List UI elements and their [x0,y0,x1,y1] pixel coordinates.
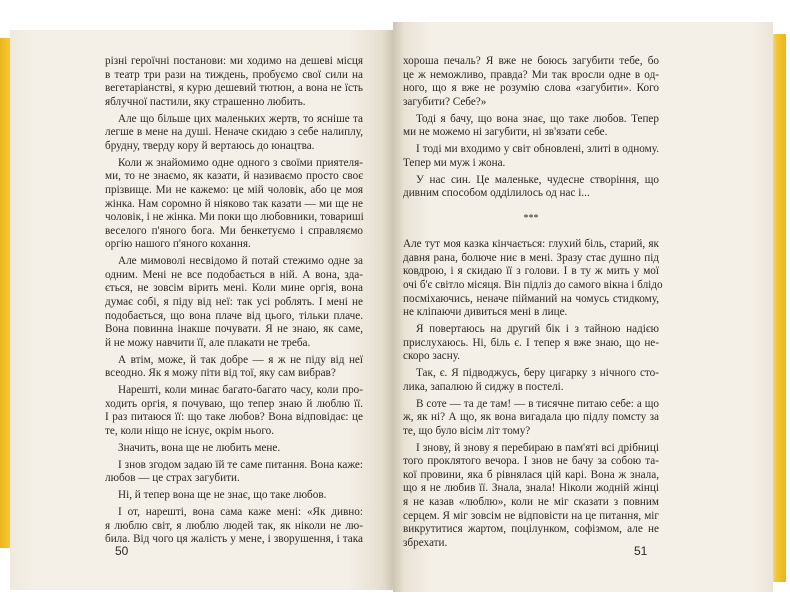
paragraph [403,143,659,170]
text-line: Значить, вона ще не любить мене. [118,441,281,454]
paragraph [403,398,659,439]
paragraph [105,55,363,109]
paragraph [403,442,659,551]
text-line: ходить оргія, я почуваю, що тепер знаю й люблю її. [105,397,363,410]
text-line: я люблю світ, я люблю людей так, як ніколи не лю- [105,519,363,532]
text-line: А втім, може, й так добре — я ж не піду від неї [118,353,363,366]
paragraph [403,174,659,201]
text-line: Тепер ми муж і жона. [403,156,506,169]
text-line: Так, є. Я підводжусь, беру цигарку з нічного сто- [416,367,659,380]
text-line: І тоді ми входимо у світ обновлені, злиті в одному. [416,143,659,156]
text-line: ється, не зовсім вірить мені. Коли мине оргія, вона [105,282,363,295]
text-line: Але що більше цих маленьких жертв, то ясніше та [118,112,363,125]
text-line: вегетаріанстві, я курю дешевий тютюн, а вона не їсть [105,82,363,95]
text-line: скоро засну. [403,350,461,363]
text-line: хороша печаль? Я вже не боюсь загубити тебе, бо [403,55,659,67]
text-line: оргію нашого п'яного кохання. [105,238,251,251]
paragraph [403,113,659,140]
text-line: І от, нарешті, вона сама каже мені: «Як дивно: [118,506,363,519]
text-line: Ні, й тепер вона ще не знає, що таке любов. [118,489,327,502]
text-line: ж, як ні? А що, як вона вигадала цю підлу помсту за [403,411,659,424]
paragraph [105,255,363,350]
text-line: дивним способом оддiлилось од нас і... [403,187,590,200]
text-line: ми не можемо ні загубити, ні зв'язати себе. [403,126,608,139]
paragraph [403,367,659,394]
text-line: легше в мене на душі. Неначе скидаю з себе налиплу, [105,126,363,139]
text-line: Коли ж знайомимо одне одного з своїми приятеля- [118,156,363,169]
paragraph [105,489,363,503]
paragraph [105,354,363,381]
text-line: І знову, й знову я перебираю в пам'яті всі дрібниці [416,441,659,454]
text-line: збрехати. [403,536,448,549]
text-line: В соте — та де там! — в тисячне питаю себе: а що [416,397,659,410]
text-line: подобається, що вона плаче від цього, тільки плаче. [105,309,363,322]
text-line: того проклятого вечора. І знов не бачу за собою та- [403,455,659,468]
paragraph [105,157,363,252]
paragraph [403,323,659,364]
text-line: любов — це страх загубити. [105,472,240,485]
page-number-left: 50 [115,544,129,558]
text-line: Вона повинна інакше почувати. Я не знаю, як саме, [105,323,363,336]
text-line: ми, то не знаємо, як казати, й називаємо просто своє [105,170,363,183]
section-separator: *** [523,213,539,225]
paragraph [105,506,363,547]
text-line: жінка. Нам соромно й ніяково так казати — ми ще не [105,197,363,210]
text-line: І раз питаюся її: що таке любов? Вона відповідає: це [105,411,363,424]
text-line: й не можу навчити її, але плакати не треба. [105,336,311,349]
text-line: викрутитися жартом, поцілунком, софізмом, але не [403,523,659,536]
paragraph [403,55,659,109]
text-line: Нарешті, коли минає багато-багато часу, коли про- [118,384,363,397]
text-line: думає собі, я піду від неї: так усі роблять. І мені не [105,295,363,308]
text-line: посміхаючись, неначе пійманий на чомусь стидкому, [403,292,659,305]
text-line: яблучної пастили, яку страшенно любить. [105,95,306,108]
text-line: прислухаюсь. Ні, біль є. І тепер я вже знаю, що не- [403,336,659,349]
text-line: я не казав «люблю», коли не міг сказати з повним [403,496,659,508]
paragraph [105,459,363,486]
text-line: всеодно. Як я можу піти від тої, яку сам вибрав? [105,367,336,380]
text-line: Але мимоволі несвідомо й потай стежимо одне за [118,255,363,268]
left-page-text [105,55,363,550]
text-line: в театр три рази на тиждень, пробуємо свої сили на [105,68,363,81]
text-line: прізвище. Ми не кажемо: це мій чоловік, або це моя [105,183,363,196]
text-line: не кліпаючи дивиться мені в лице. [403,306,568,319]
text-line: Але тут моя казка кінчається: глухий біль, старий, як [403,238,659,251]
text-line: чоловік, і не жінка. Ми поки що любовники, товариші [105,211,364,224]
text-line: те, що було вісім літ тому? [403,424,531,437]
text-line: різні героїчні постанови: ми ходимо на дешеві місця [105,55,363,67]
text-line: ковдрою, і я скидаю її з голови. І в ту ж мить у мої [403,265,659,278]
text-line: лика, запалюю й сиджу в постелі. [403,380,564,393]
text-line: давня рана, болюче ниє в мені. Зразу стає душно під [403,251,659,264]
right-page-text [403,55,663,554]
text-line: це ж неможливо, правда? Ми так вросли одне в од- [403,68,659,81]
text-line: те, коли ніщо не існує, окрім нього. [105,424,275,437]
text-line: У нас син. Це маленьке, чудесне створіння, що [416,173,659,186]
text-line: серцем. Я міг зовсім не відповісти на це питання, міг [403,509,659,522]
paragraph [105,113,363,154]
text-line: одним. Мені не все подобається в ній. А вона, зда- [105,268,363,281]
text-line: Тоді я бачу, що вона знає, що таке любов. Тепер [416,112,659,125]
text-line: ного, що я вже не розумію слова «загубити». Кого [403,82,659,95]
paragraph [403,238,663,320]
page-number-right: 51 [634,544,648,558]
paragraph [105,384,363,438]
text-line: що я не любив її. Знала, знала! Ніколи жодній жінці [403,482,659,495]
text-line: брудну, тверду кору й вертаюсь до юнацтва. [105,139,315,152]
text-line: загубити? Себе?» [403,95,487,108]
text-line: била. Від чого ця жалість у мене, і зворушення, і така [105,533,363,546]
text-line: веселого п'яного бога. Ми бенкетуємо і справляємо [105,224,363,237]
separator-gap [403,228,659,238]
paragraph [105,442,363,456]
text-line: Я повертаюсь на другий бік і з тайною надією [416,322,659,335]
text-line: І знов згодом задаю їй те саме питання. Вона каже: [118,458,363,471]
text-line: очі б'є світло місяця. Він підліз до самого вікна і блідо [403,278,663,291]
text-line: кої провини, яка б рівнялася цій карі. Вона ж знала, [403,468,659,481]
